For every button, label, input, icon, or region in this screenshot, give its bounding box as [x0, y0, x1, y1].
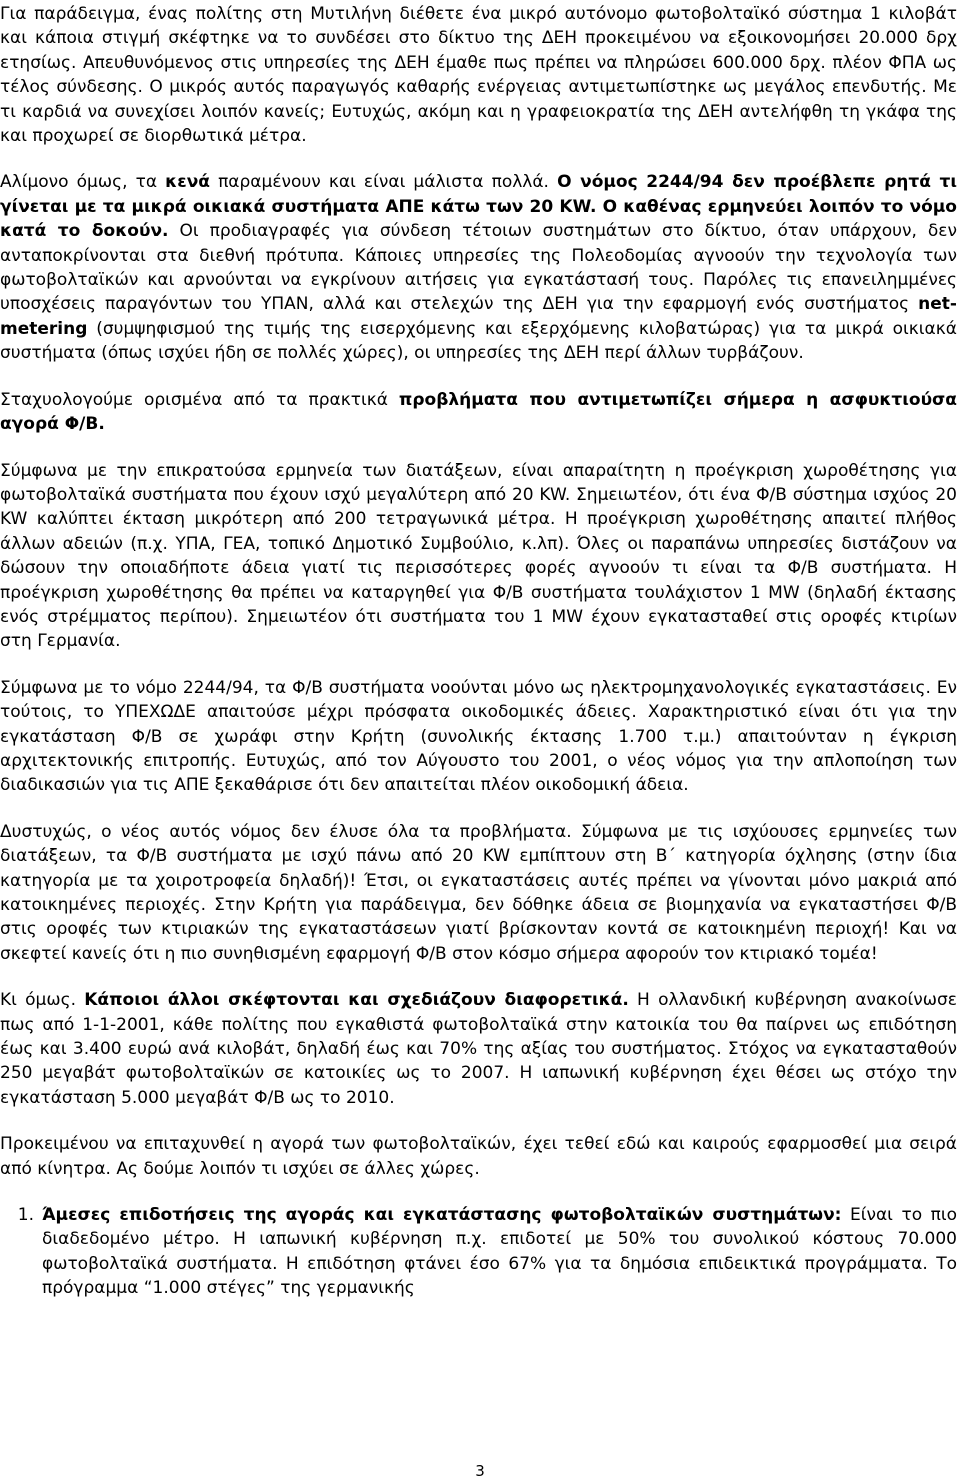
text-run: Σύμφωνα με την επικρατούσα ερμηνεία των διατάξεων, είναι απαραίτητη η προέγκριση χωροθέτησης για φωτοβολταϊκά συστήματα που έχουν ισχύ μεγαλύτερη από 20 KW. Σημειωτέον, ότι ένα Φ/Β σύστημα ισχύος 20 KW καλύπτει έκταση μικρότερη από 200 τετραγωνικά μέτρα. Η προέγκριση χωροθέτησης απαιτεί πλήθος άλλων αδειών (π.χ. ΥΠΑ, ΓΕΑ, τοπικό Δημοτικό Συμβούλιο, κ.λπ). Όλες οι παραπάνω υπηρεσίες διστάζουν να δώσουν την οποιαδήποτε άδεια γιατί τις περισσότερες φορές αγνοούν τι είναι τα Φ/Β συστήματα. Η προέγκριση χωροθέτησης θα πρέπει να καταργηθεί για Φ/Β συστήματα τουλάχιστον 1 MW (δηλαδή έκτασης ενός στρέμματος περίπου). Σημειωτέον ότι συστήματα του 1 MW έχουν εγκατασταθεί στις οροφές κτιρίων στη Γερμανία.: [0, 460, 957, 652]
bold-text-run: Κάποιοι άλλοι σκέφτονται και σχεδιάζουν διαφορετικά.: [84, 990, 629, 1011]
numbered-list: [0, 1203, 957, 1301]
paragraph: [0, 459, 957, 654]
paragraph-gap: [0, 798, 957, 820]
document-body: [0, 2, 957, 1301]
paragraph-gap: [0, 437, 957, 459]
paragraph-gap: [0, 148, 957, 170]
bold-text-run: net-metering: [0, 294, 957, 339]
text-run: Οι προδιαγραφές για σύνδεση τέτοιων συστημάτων στο δίκτυο, όταν υπάρχουν, δεν ανταποκρίνονται στα διεθνή πρότυπα. Κάποιες υπηρεσίες της Πολεοδομίας αγνοούν την τεχνολογία των φωτοβολταϊκών και αρνούνται να εγκρίνουν αιτήσεις για εγκατάστασή τους. Παρόλες τις επανειλημμένες υποσχέσεις παραγόντων του ΥΠΑΝ, αλλά και στελεχών της ΔΕΗ για την εφαρμογή ενός συστήματος: [0, 221, 957, 315]
page-number: 3: [475, 1462, 485, 1480]
bold-text-run: κενά: [165, 172, 210, 193]
list-item: [0, 1203, 957, 1301]
paragraph: [0, 676, 957, 798]
paragraph-gap: [0, 966, 957, 988]
bold-text-run: προβλήματα που αντιμετωπίζει σήμερα η ασφυκτιούσα αγορά Φ/Β.: [0, 389, 957, 435]
text-run: Δυστυχώς, ο νέος αυτός νόμος δεν έλυσε όλα τα προβλήματα. Σύμφωνα με τις ισχύουσες ερμηνείες των διατάξεων, τα Φ/Β συστήματα με ισχύ πάνω από 20 KW εμπίπτουν στη Β΄ κατηγορία όχλησης (στην ίδια κατηγορία με τα χοιροτροφεία δηλαδή)! Έτσι, οι εγκαταστάσεις αυτές πρέπει να γίνονται μόνο μακριά από κατοικημένες περιοχές. Στην Κρήτη για παράδειγμα, δεν δόθηκε άδεια σε βιομηχανία να εγκαταστήσει Φ/Β στις οροφές των κτιριακών της εγκαταστάσεων γιατί βρίσκονταν κοντά σε κατοικημένη περιοχή! Και να σκεφτεί κανείς ότι η πιο συνηθισμένη εφαρμογή Φ/Β στον κόσμο σήμερα αφορούν τον κτιριακό τομέα!: [0, 821, 957, 964]
text-run: Αλίμονο όμως, τα: [0, 172, 166, 193]
text-run: (συμψηφισμού της τιμής της εισερχόμενης και εξερχόμενης κιλοβατώρας) για τα μικρά οικιακά συστήματα (όπως ισχύει ήδη σε πολλές χώρες), οι υπηρεσίες της ΔΕΗ περί άλλων τυρβάζουν.: [0, 318, 957, 364]
text-run: Προκειμένου να επιταχυνθεί η αγορά των φωτοβολταϊκών, έχει τεθεί εδώ και καιρούς εφαρμοσθεί μια σειρά από κίνητρα. Ας δούμε λοιπόν τι ισχύει σε άλλες χώρες.: [0, 1134, 957, 1179]
paragraph: [0, 820, 957, 966]
bold-text-run: Άμεσες επιδοτήσεις της αγοράς και εγκατάστασης φωτοβολταϊκών συστημάτων:: [42, 1205, 842, 1226]
list-number: 1.: [17, 1205, 34, 1226]
bold-text-run: Ο νόμος 2244/94 δεν προέβλεπε ρητά τι γίνεται με τα μικρά οικιακά συστήματα ΑΠΕ κάτω των 20 KW. Ο καθένας ερμηνεύει λοιπόν το νόμο κατά το δοκούν.: [0, 172, 957, 242]
text-run: Σταχυολογούμε ορισμένα από τα πρακτικά: [0, 389, 399, 410]
paragraph-gap: [0, 1110, 957, 1132]
list-item-text: [42, 1203, 957, 1301]
text-run: Κι όμως.: [0, 990, 85, 1011]
text-run: Σύμφωνα με το νόμο 2244/94, τα Φ/Β συστήματα νοούνται μόνο ως ηλεκτρομηχανολογικές εγκαταστάσεις. Εν τούτοις, το ΥΠΕΧΩΔΕ απαιτούσε μέχρι πρόσφατα οικοδομικές άδειες. Χαρακτηριστικό είναι ότι για την εγκατάσταση Φ/Β σε χωράφι στην Κρήτη (συνολικής έκτασης 1.700 τ.μ.) απαιτούνταν η έγκριση αρχιτεκτονικής επιτροπής. Ευτυχώς, από τον Αύγουστο του 2001, ο νέος νόμος για την απλοποίηση των διαδικασιών για τις ΑΠΕ ξεκαθάρισε ότι δεν απαιτείται πλέον οικοδομική άδεια.: [0, 677, 957, 796]
text-run: Για παράδειγμα, ένας πολίτης στη Μυτιλήνη διέθετε ένα μικρό αυτόνομο φωτοβολταϊκό σύστημα 1 κιλοβάτ και κάποια στιγμή σκέφτηκε να το συνδέσει στο δίκτυο της ΔΕΗ προκειμένου να εξοικονομήσει 20.000 δρχ ετησίως. Απευθυνόμενος στις υπηρεσίες της ΔΕΗ έμαθε πως πρέπει να πληρώσει 600.000 δρχ. πλέον ΦΠΑ ως τέλος σύνδεσης. Ο μικρός αυτός παραγωγός καθαρής ενέργειας αντιμετωπίστηκε ως μεγάλος επενδυτής. Με τι καρδιά να συνεχίσει λοιπόν κανείς; Ευτυχώς, ακόμη και η γραφειοκρατία της ΔΕΗ αντελήφθη τη γκάφα της και προχωρεί σε διορθωτικά μέτρα.: [0, 4, 957, 147]
paragraph-gap: [0, 366, 957, 388]
text-run: Η ολλανδική κυβέρνηση ανακοίνωσε πως από 1-1-2001, κάθε πολίτης που εγκαθιστά φωτοβολταϊκά στην κατοικία του θα παίρνει ως επιδότηση έως και 3.400 ευρώ ανά κιλοβάτ, δηλαδή έως και 70% της αξίας του συστήματος. Στόχος να εγκατασταθούν 250 μεγαβάτ φωτοβολταϊκών σε κατοικίες ως το 2007. Η ιαπωνική κυβέρνηση έχει θέσει ως στόχο την εγκατάσταση 5.000 μεγαβάτ Φ/Β ως το 2010.: [0, 990, 957, 1108]
text-run: Είναι το πιο διαδεδομένο μέτρο. Η ιαπωνική κυβέρνηση π.χ. επιδοτεί με 50% του συνολικού κόστους 70.000 φωτοβολταϊκά συστήματα. Η επιδότηση φτάνει έσο 67% για τα δημόσια επιδεικτικά προγράμματα. Το πρόγραμμα “1.000 στέγες” της γερμανικής: [42, 1205, 957, 1299]
paragraph: [0, 388, 957, 437]
paragraph: [0, 170, 957, 365]
paragraph: [0, 1132, 957, 1181]
text-run: παραμένουν και είναι μάλιστα πολλά.: [209, 172, 558, 193]
paragraph-gap: [0, 1181, 957, 1203]
paragraph: [0, 2, 957, 148]
paragraph: [0, 988, 957, 1110]
paragraph-gap: [0, 654, 957, 676]
